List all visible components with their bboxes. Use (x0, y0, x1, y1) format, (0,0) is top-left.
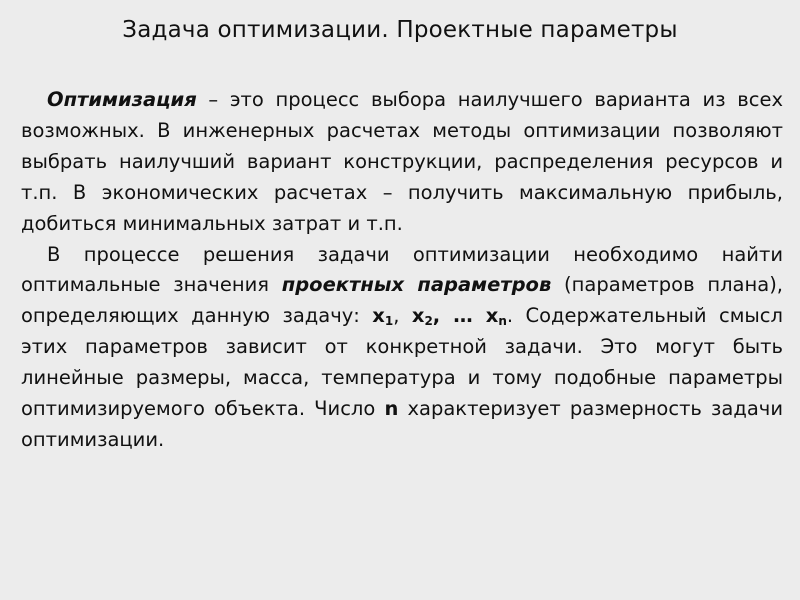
term-optimization: Оптимизация (47, 88, 197, 111)
variable-x2-letter: x (411, 304, 425, 328)
paragraph-1-text: – это процесс выбора наилучшего варианта из всех возможных. В инженерных расчетах методы оптимизации позволяют выбрать наилучший вариант конструкции, распределения ресурсов и т.п. В экономических расчетах – получить максимальную прибыль, добиться минимальных затрат и т.п. (21, 88, 783, 235)
variable-n: n (384, 397, 399, 421)
term-design-parameters: проектных параметров (281, 273, 552, 297)
variable-x2-subscript: 2 (424, 314, 433, 329)
separator-ellipsis: , … (432, 304, 486, 328)
slide-body (21, 85, 783, 456)
paragraph-optimization-definition (21, 85, 783, 240)
paragraph-2-part-1: В процессе решения задачи оптимизации необходимо найти оптимальные значения (21, 242, 783, 297)
variable-xn-letter: x (485, 304, 499, 328)
paragraph-2-part-4: характеризует размерность задачи оптимизации. (21, 397, 783, 451)
paragraph-2-part-3: . Содержательный смысл этих параметров зависит от конкретной задачи. Это могут быть линейные размеры, масса, температура и тому подобные параметры оптимизируемого объекта. Число (21, 304, 783, 421)
variable-x1 (372, 304, 393, 327)
paragraph-2-part-2: (параметров плана), определяющих данную задачу: (21, 273, 783, 328)
variable-x1-letter: x (372, 304, 385, 328)
variable-x2 (412, 304, 433, 327)
variable-x1-subscript: 1 (384, 314, 394, 329)
slide-title: Задача оптимизации. Проектные параметры (122, 17, 678, 43)
separator-1: , (393, 304, 412, 328)
variable-xn (486, 304, 507, 327)
variable-xn-subscript: n (498, 314, 507, 329)
paragraph-design-parameters (21, 240, 783, 456)
